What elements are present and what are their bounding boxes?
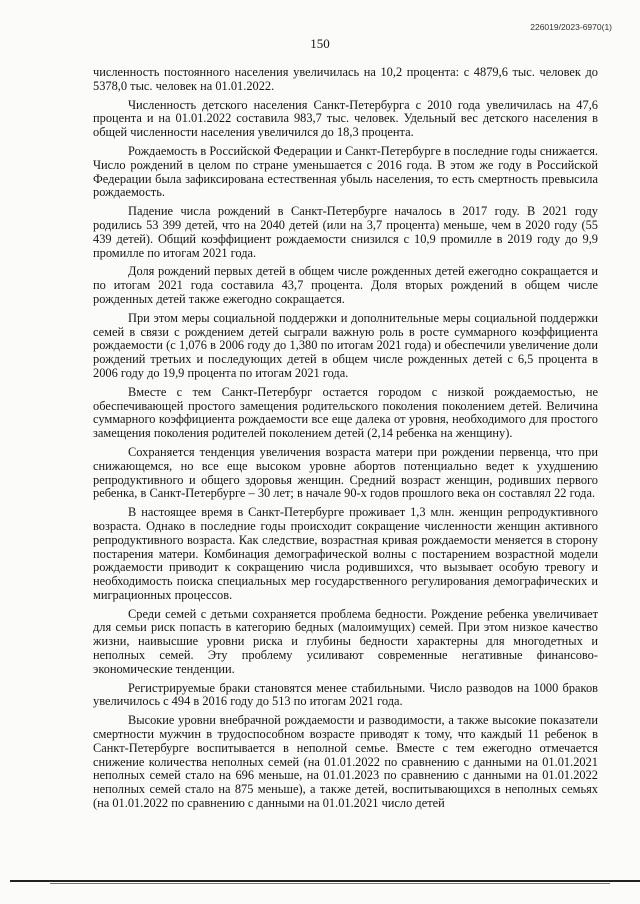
paragraph: Регистрируемые браки становятся менее стабильными. Число разводов на 1000 браков увеличилось с 494 в 2016 году до 513 по итогам 2021 года.	[93, 680, 598, 709]
paragraph: численность постоянного населения увеличилась на 10,2 процента: с 4879,6 тыс. человек до 5378,0 тыс. человек на 01.01.2022.	[93, 65, 598, 93]
paragraph: Численность детского населения Санкт-Петербурга с 2010 года увеличилась на 47,6 процента и на 01.01.2022 составила 983,7 тыс. человек. Удельный вес детского населения в общей численности населения увеличился до 18,3 процента.	[93, 97, 598, 140]
page-number: 150	[310, 36, 330, 51]
paragraph: Сохраняется тенденция увеличения возраста матери при рождении первенца, что при снижающемся, но все еще высоком уровне абортов потенциально ведет к ухудшению репродуктивного и общего здоровья женщин. Средний возраст женщин, родивших первого ребенка, в Санкт-Петербурге – 30 лет; в начале 90-х годов прошлого века он составлял 22 года.	[93, 444, 598, 501]
scan-edge-line	[10, 880, 640, 884]
paragraph: Среди семей с детьми сохраняется проблема бедности. Рождение ребенка увеличивает для семьи риск попасть в категорию бедных (малоимущих) семей. При этом низкое качество жизни, наивысшие уровни риска и глубины бедности характерны для многодетных и неполных семей. Эту проблему усиливают современные негативные финансово-экономические тенденции.	[93, 606, 598, 676]
paragraph: Доля рождений первых детей в общем числе рожденных детей ежегодно сокращается и по итогам 2021 года составила 43,7 процента. Доля вторых рождений в общем числе рожденных детей также ежегодно сокращается.	[93, 264, 598, 306]
paragraph: Падение числа рождений в Санкт-Петербурге началось в 2017 году. В 2021 году родились 53 399 детей, что на 2040 детей (или на 3,7 процента) меньше, чем в 2020 году (55 439 детей). Общий коэффициент рождаемости снизился с 10,9 промилле в 2019 году до 9,9 промилле по итогам 2021 года.	[93, 204, 598, 260]
paragraph: Рождаемость в Российской Федерации и Санкт-Петербурге в последние годы снижается. Число рождений в целом по стране уменьшается с 2016 года. В этом же году в Российской Федерации была зафиксирована естественная убыль населения, то есть смертность превысила рождаемость.	[93, 143, 598, 200]
paragraph: Высокие уровни внебрачной рождаемости и разводимости, а также высокие показатели смертности мужчин в трудоспособном возрасте приводят к тому, что каждый 11 ребенок в Санкт-Петербурге воспитывается в неполной семье. Вместе с тем ежегодно отмечается снижение количества неполных семей (на 01.01.2022 по сравнению с данными на 01.01.2021 неполных семей стало на 696 меньше, на 01.01.2023 по сравнению с данными на 01.01.2022 неполных семей стало на 875 меньше), а также детей, воспитывающихся в неполных семьях (на 01.01.2022 по сравнению с данными на 01.01.2021 число детей	[93, 713, 598, 811]
paragraph: Вместе с тем Санкт-Петербург остается городом с низкой рождаемостью, не обеспечивающей простого замещения родительского поколения поколением детей. Величина суммарного коэффициента рождаемости все еще далека от уровня, необходимого для простого замещения поколения родителей поколением детей (2,14 ребенка на женщину).	[93, 384, 598, 441]
paragraph: В настоящее время в Санкт-Петербурге проживает 1,3 млн. женщин репродуктивного возраста. Однако в последние годы происходит сокращение численности женщин активного репродуктивного возраста. Как следствие, возрастная кривая рождаемости меняется в сторону постарения матери. Комбинация демографической волны с постарением возрастной модели рождаемости приводит к сокращению числа родившихся, что вызывает особую тревогу и необходимость поиска специальных мер государственного регулирования демографических и миграционных процессов.	[93, 505, 598, 602]
paragraph: При этом меры социальной поддержки и дополнительные меры социальной поддержки семей в связи с рождением детей сыграли важную роль в росте суммарного коэффициента рождаемости (с 1,076 в 2006 году до 1,380 по итогам 2021 года) и обеспечили увеличение доли рождений третьих и последующих детей в общем числе рожденных детей с 6,5 процента в 2006 году до 19,9 процента по итогам 2021 года.	[93, 310, 598, 380]
document-id: 226019/2023-6970(1)	[530, 22, 612, 32]
document-body	[93, 66, 598, 816]
